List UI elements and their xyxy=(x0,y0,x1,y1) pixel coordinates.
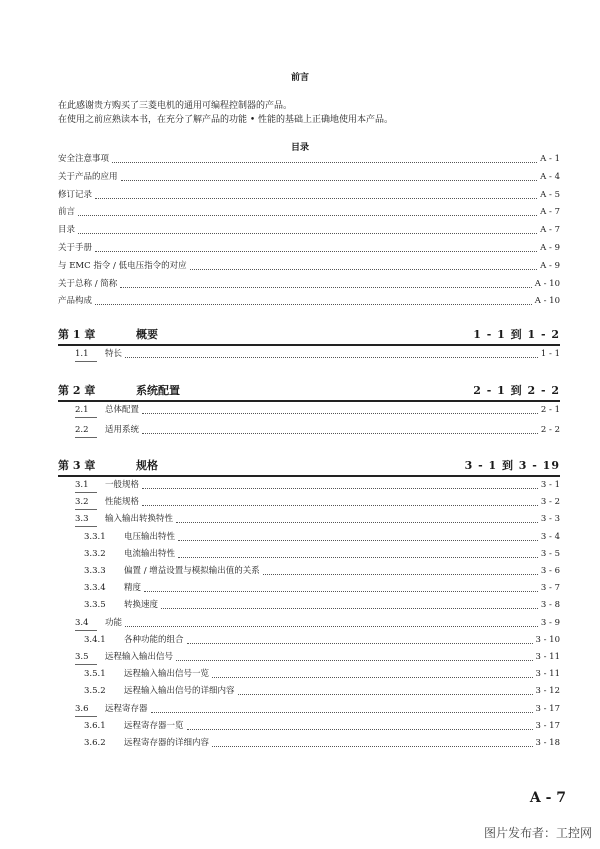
toc-entry-number: 3.6.2 xyxy=(84,738,106,748)
toc-entry-number: 3.4.1 xyxy=(84,634,106,645)
toc-entry-title: 偏置 / 增益设置与模拟输出值的关系 xyxy=(124,566,260,576)
toc-entry-title: 电压输出特性 xyxy=(124,531,176,542)
toc-entry-page: A - 7 xyxy=(540,207,560,218)
toc-entry-number: 3.3.5 xyxy=(84,600,106,611)
toc-entry[interactable] xyxy=(84,549,560,560)
dot-leader xyxy=(178,540,538,541)
dot-leader xyxy=(190,269,538,270)
toc-entry[interactable] xyxy=(58,154,560,165)
toc-entry-page: A - 9 xyxy=(540,260,560,271)
toc-entry-title: 精度 xyxy=(124,583,142,594)
toc-entry-page: 2 - 1 xyxy=(540,405,560,415)
toc-entry-number: 3.2 xyxy=(75,497,89,508)
dot-leader xyxy=(78,233,537,234)
dot-leader xyxy=(142,505,538,506)
chapter-heading[interactable] xyxy=(58,458,560,477)
toc-entry[interactable] xyxy=(84,686,560,697)
toc-entry-title: 远程寄存器 xyxy=(105,703,148,714)
toc-entry-number: 3.3 xyxy=(75,514,89,525)
dot-leader xyxy=(187,729,533,730)
dot-leader xyxy=(212,677,532,678)
section-rule xyxy=(75,492,97,493)
toc-entry-title: 修订记录 xyxy=(58,189,93,200)
toc-entry-page: 3 - 1 xyxy=(540,480,560,490)
toc-entry-title: 远程寄存器的详细内容 xyxy=(124,738,210,748)
toc-entry[interactable] xyxy=(58,296,560,307)
toc-entry-title: 特长 xyxy=(105,349,123,359)
toc-entry-title: 目录 xyxy=(58,225,76,236)
toc-entry[interactable] xyxy=(58,190,560,201)
toc-entry-page: 3 - 11 xyxy=(535,669,560,680)
toc-entry-title: 适用系统 xyxy=(105,425,140,435)
toc-entry[interactable] xyxy=(84,566,560,577)
toc-entry[interactable] xyxy=(84,738,560,749)
toc-entry-page: 3 - 17 xyxy=(535,720,560,731)
toc-entry-page: A - 1 xyxy=(540,154,560,164)
dot-leader xyxy=(120,287,531,288)
toc-entry-page: A - 10 xyxy=(534,278,560,289)
dot-leader xyxy=(142,413,538,414)
section-rule xyxy=(75,630,97,631)
toc-entry-page: 3 - 17 xyxy=(535,703,560,714)
chapter-title: 规格 xyxy=(136,459,158,472)
preface-text-1: 在此感谢贵方购买了三菱电机的通用可编程控制器的产品。 xyxy=(58,101,293,111)
chapter-title: 概要 xyxy=(136,328,158,341)
toc-entry-number: 3.3.3 xyxy=(84,566,106,576)
toc-entry-number: 3.3.2 xyxy=(84,548,106,559)
dot-leader xyxy=(212,746,532,747)
dot-leader xyxy=(95,198,537,199)
toc-entry-page: 3 - 5 xyxy=(540,548,560,559)
toc-entry[interactable] xyxy=(75,652,560,663)
dot-leader xyxy=(151,712,533,713)
dot-leader xyxy=(95,251,537,252)
preface-text-2: 在使用之前应熟读本书，在充分了解产品的功能 • 性能的基础上正确地使用本产品。 xyxy=(58,115,394,125)
toc-entry-page: A - 5 xyxy=(540,189,560,200)
toc-entry-page: 3 - 9 xyxy=(540,617,560,628)
section-rule xyxy=(75,526,97,527)
section-rule xyxy=(75,417,97,418)
toc-entry-number: 3.5 xyxy=(75,652,89,662)
chapter-heading[interactable] xyxy=(58,383,560,402)
dot-leader xyxy=(125,626,538,627)
page-number: A - 7 xyxy=(529,790,566,806)
toc-entry-title: 与 EMC 指令 / 低电压指令的对应 xyxy=(58,260,187,271)
toc-entry-page: A - 9 xyxy=(540,243,560,253)
toc-entry[interactable] xyxy=(75,405,560,416)
toc-entry-title: 关于手册 xyxy=(58,243,93,253)
toc-entry-number: 2.1 xyxy=(75,405,89,415)
section-rule xyxy=(75,664,97,665)
chapter-number: 第 3 章 xyxy=(58,459,96,472)
toc-entry-title: 关于总称 / 简称 xyxy=(58,278,118,289)
section-rule xyxy=(75,437,97,438)
toc-entry-title: 远程输入输出信号一览 xyxy=(124,669,210,680)
toc-entry-page: A - 10 xyxy=(534,296,560,307)
toc-entry-page: 3 - 12 xyxy=(535,686,560,697)
chapter-page-range: 2 - 1 到 2 - 2 xyxy=(473,384,560,397)
chapter-number: 第 2 章 xyxy=(58,384,96,397)
toc-entry[interactable] xyxy=(75,425,560,436)
toc-entry-title: 转换速度 xyxy=(124,600,159,611)
toc-entry-page: 1 - 1 xyxy=(540,349,560,359)
toc-entry-title: 安全注意事项 xyxy=(58,154,110,164)
toc-entry-page: 3 - 11 xyxy=(535,652,560,662)
toc-entry-number: 3.6 xyxy=(75,703,89,714)
dot-leader xyxy=(95,304,532,305)
toc-entry-page: A - 4 xyxy=(540,171,560,182)
dot-leader xyxy=(263,574,538,575)
toc-entry-title: 远程寄存器一览 xyxy=(124,720,184,731)
toc-entry-number: 3.3.4 xyxy=(84,583,106,594)
chapter-page-range: 1 - 1 到 1 - 2 xyxy=(473,328,560,341)
toc-entry-title: 性能规格 xyxy=(105,497,140,508)
dot-leader xyxy=(144,591,538,592)
dot-leader xyxy=(176,660,532,661)
toc-entry-title: 一般规格 xyxy=(105,480,140,490)
toc-entry[interactable] xyxy=(84,635,560,646)
chapter-page-range: 3 - 1 到 3 - 19 xyxy=(464,459,560,472)
dot-leader xyxy=(142,433,538,434)
dot-leader xyxy=(161,608,538,609)
dot-leader xyxy=(238,694,533,695)
dot-leader xyxy=(176,522,538,523)
section-rule xyxy=(75,361,97,362)
toc-entry-page: A - 7 xyxy=(540,225,560,236)
toc-entry-title: 产品构成 xyxy=(58,296,93,307)
toc-entry[interactable] xyxy=(58,243,560,254)
dot-leader xyxy=(142,488,538,489)
toc-entry[interactable] xyxy=(58,261,560,272)
toc-entry-number: 3.4 xyxy=(75,617,89,628)
toc-entry-title: 输入输出转换特性 xyxy=(105,514,174,525)
preface-title: 前言 xyxy=(290,73,309,83)
toc-entry[interactable] xyxy=(58,207,560,218)
toc-entry-title: 远程输入输出信号的详细内容 xyxy=(124,686,235,697)
section-rule xyxy=(75,716,97,717)
toc-entry[interactable] xyxy=(84,583,560,594)
toc-entry-number: 3.1 xyxy=(75,480,89,490)
toc-entry-page: 2 - 2 xyxy=(540,425,560,435)
toc-entry-page: 3 - 4 xyxy=(540,531,560,542)
toc-entry[interactable] xyxy=(84,721,560,732)
dot-leader xyxy=(125,357,538,358)
dot-leader xyxy=(121,180,538,181)
toc-entry-page: 3 - 18 xyxy=(535,738,560,748)
toc-entry-page: 3 - 8 xyxy=(540,600,560,611)
dot-leader xyxy=(78,215,537,216)
toc-entry[interactable] xyxy=(84,669,560,680)
toc-entry[interactable] xyxy=(75,704,560,715)
toc-entry[interactable] xyxy=(84,600,560,611)
toc-entry-title: 关于产品的应用 xyxy=(58,171,118,182)
toc-entry[interactable] xyxy=(75,480,560,491)
chapter-title: 系统配置 xyxy=(136,384,180,397)
toc-entry[interactable] xyxy=(58,225,560,236)
toc-entry-number: 3.3.1 xyxy=(84,531,106,542)
dot-leader xyxy=(187,643,533,644)
toc-entry-title: 总体配置 xyxy=(105,405,140,415)
toc-entry-page: 3 - 7 xyxy=(540,583,560,594)
toc-title: 目录 xyxy=(290,143,309,153)
watermark: 图片发布者：工控网 xyxy=(483,826,592,840)
toc-entry-number: 3.6.1 xyxy=(84,720,106,731)
toc-entry[interactable] xyxy=(75,497,560,508)
toc-entry-number: 1.1 xyxy=(75,349,89,359)
toc-entry-title: 远程输入输出信号 xyxy=(105,652,174,662)
toc-entry-title: 各种功能的组合 xyxy=(124,634,184,645)
toc-entry[interactable] xyxy=(75,514,560,525)
toc-entry[interactable] xyxy=(75,349,560,360)
section-rule xyxy=(75,509,97,510)
toc-entry-title: 功能 xyxy=(105,617,123,628)
toc-entry-number: 3.5.2 xyxy=(84,686,106,697)
toc-entry[interactable] xyxy=(58,172,560,183)
toc-entry-title: 前言 xyxy=(58,207,76,218)
chapter-heading[interactable] xyxy=(58,327,560,346)
toc-entry-page: 3 - 2 xyxy=(540,497,560,508)
dot-leader xyxy=(178,557,538,558)
toc-entry-page: 3 - 10 xyxy=(535,634,560,645)
toc-entry-title: 电流输出特性 xyxy=(124,548,176,559)
toc-entry-page: 3 - 3 xyxy=(540,514,560,525)
toc-entry-page: 3 - 6 xyxy=(540,566,560,576)
dot-leader xyxy=(112,162,537,163)
toc-entry-number: 3.5.1 xyxy=(84,669,106,680)
chapter-number: 第 1 章 xyxy=(58,328,96,341)
toc-entry-number: 2.2 xyxy=(75,425,89,435)
toc-entry[interactable] xyxy=(75,618,560,629)
toc-entry[interactable] xyxy=(58,279,560,290)
toc-entry[interactable] xyxy=(84,532,560,543)
